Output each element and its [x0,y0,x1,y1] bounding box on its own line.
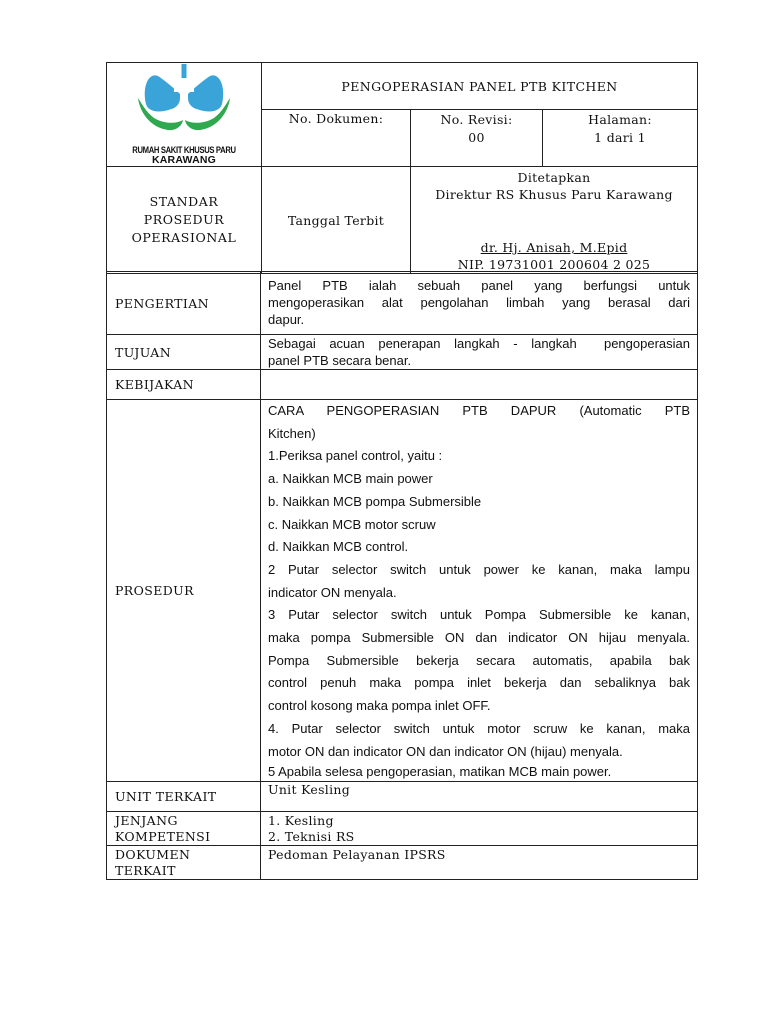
dokumen-label-cell [107,846,261,880]
prosedur-line: maka pompa Submersible ON dan indicator ON hijau menyala. [268,630,690,646]
tujuan-line1: Sebagai acuan penerapan langkah - langkah pengoperasian [268,336,690,351]
no-dokumen-label: No. Dokumen: [288,111,384,126]
sop-label-line3: OPERASIONAL [131,230,237,245]
kebijakan-content [261,370,698,400]
prosedur-content [261,400,698,782]
jenjang-label-line2: KOMPETENSI [115,829,211,845]
sop-header-table [106,62,698,274]
dokumen-label-line2: TERKAIT [115,863,176,879]
prosedur-line: motor ON dan indicator ON dan indicator ON (hijau) menyala. [268,743,623,759]
document-title: PENGOPERASIAN PANEL PTB KITCHEN [262,63,698,110]
signer-name: dr. Hj. Anisah, M.Epid [480,240,628,255]
prosedur-line: Kitchen) [268,425,316,441]
sop-label-line1: STANDAR [149,194,219,209]
prosedur-line: b. Naikkan MCB pompa Submersible [268,493,482,509]
no-dokumen-cell [262,110,411,167]
ditetapkan-cell [411,167,698,274]
sop-body-table [106,271,698,880]
hospital-logo-cell [107,63,262,167]
prosedur-line: a. Naikkan MCB main power [268,471,433,487]
halaman-label: Halaman: [588,112,652,127]
jenjang-label-cell [107,812,261,846]
pengertian-line1: Panel PTB ialah sebuah panel yang berfungsi untuk [268,278,690,293]
sop-label-line2: PROSEDUR [143,212,225,227]
dokumen-content: Pedoman Pelayanan IPSRS [261,846,698,880]
pengertian-label: PENGERTIAN [107,272,261,335]
signer-nip: NIP. 19731001 200604 2 025 [457,257,651,272]
jenjang-content [261,812,698,846]
halaman-cell [543,110,698,167]
no-revisi-label: No. Revisi: [440,112,513,127]
prosedur-line: 2 Putar selector switch untuk power ke kanan, maka lampu [268,561,690,577]
no-revisi-value: 00 [468,130,485,145]
tujuan-label: TUJUAN [107,335,261,370]
prosedur-line: d. Naikkan MCB control. [268,539,409,555]
halaman-value: 1 dari 1 [594,130,646,145]
kebijakan-label: KEBIJAKAN [107,370,261,400]
unit-terkait-label: UNIT TERKAIT [107,782,261,812]
prosedur-line: 5 Apabila selesa pengoperasian, matikan MCB main power. [268,764,612,780]
prosedur-line: 1.Periksa panel control, yaitu : [268,448,443,464]
prosedur-line: 4. Putar selector switch untuk motor scruw ke kanan, maka [268,720,690,736]
jenjang-label-line1: JENJANG [115,813,178,829]
direktur-title: Direktur RS Khusus Paru Karawang [435,187,673,202]
jenjang-item: 1. Kesling [268,813,334,829]
pengertian-content [261,272,698,335]
prosedur-line: CARA PENGOPERASIAN PTB DAPUR (Automatic PTB [268,403,690,418]
lungs-hands-logo-icon [134,64,234,140]
logo-city-name: KARAWANG [151,153,216,166]
logo-hospital-name: RUMAH SAKIT KHUSUS PARU [132,144,236,155]
prosedur-line: control kosong maka pompa inlet OFF. [268,698,491,714]
prosedur-line: control penuh maka pompa inlet bekerja dan sebaliknya bak [268,675,690,691]
sop-label-cell [107,167,262,274]
hospital-logo [119,64,249,166]
prosedur-line: Pompa Submersible bekerja secara automatis, apabila bak [268,652,690,668]
jenjang-item: 2. Teknisi RS [268,829,355,845]
prosedur-label: PROSEDUR [107,400,261,782]
tanggal-terbit-label: Tanggal Terbit [287,212,385,228]
pengertian-line3: dapur. [268,312,305,327]
prosedur-line: indicator ON menyala. [268,584,397,600]
pengertian-line2: mengoperasikan alat pengolahan limbah yang berasal dari [268,295,690,310]
tanggal-terbit-cell [262,167,411,274]
prosedur-line: c. Naikkan MCB motor scruw [268,516,436,532]
prosedur-line: 3 Putar selector switch untuk Pompa Submersible ke kanan, [268,607,690,623]
tujuan-line2: panel PTB secara benar. [268,353,412,368]
unit-terkait-content: Unit Kesling [261,782,698,812]
dokumen-label-line1: DOKUMEN [115,847,191,863]
ditetapkan-label: Ditetapkan [517,170,591,185]
tujuan-content [261,335,698,370]
no-revisi-cell [411,110,543,167]
